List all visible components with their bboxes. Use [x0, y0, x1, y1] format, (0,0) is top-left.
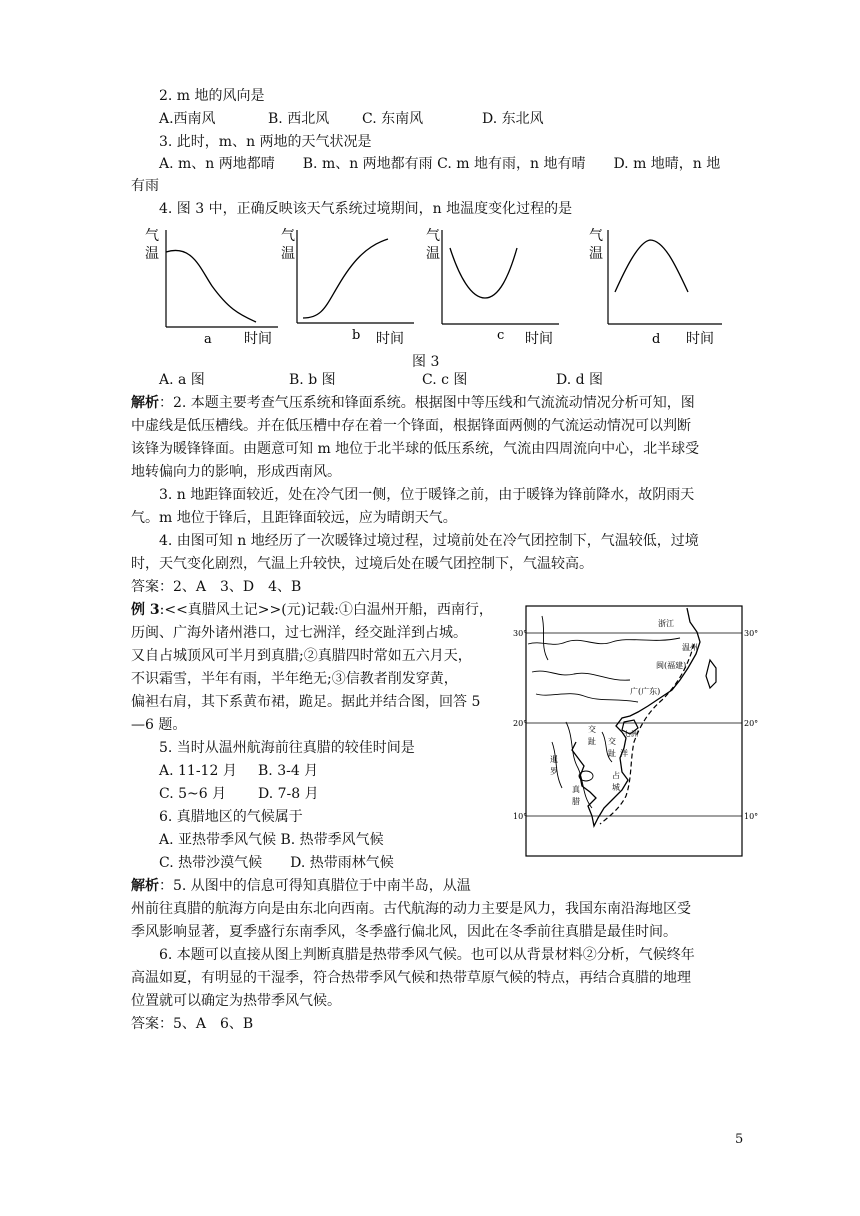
q3-options: A. m、n 两地都晴 B. m、n 两地都有雨 C. m 地有雨，n 地有晴 D. m 地晴，n 地: [159, 156, 721, 172]
example-3-line-6: —6 题。: [131, 717, 187, 733]
graph-ylabel-qi: 气: [145, 228, 159, 244]
answer-2: 答案：5、A 6、B: [131, 1016, 254, 1032]
q2-option-b: B. 西北风: [268, 111, 330, 127]
svg-text:10°: 10°: [744, 812, 759, 821]
graph-b: [276, 226, 416, 348]
example-3-line-2: 历闽、广海外诸州港口，过七洲洋，经交趾洋到占城。: [131, 625, 467, 641]
curve-d: [615, 240, 688, 292]
q3-options-cont: 有雨: [131, 178, 159, 194]
svg-text:气: 气: [281, 228, 295, 244]
svg-text:20°: 20°: [513, 719, 528, 728]
example-3-line-4: 不识霜雪，半年有雨，半年绝无;③信教者削发穿黄，: [131, 671, 458, 687]
q5-option-d: D. 7-8 月: [258, 786, 319, 802]
explanation-2-line-5: 高温如夏，有明显的干湿季，符合热带季风气候和热带草原气候的特点，再结合真腊的地理: [131, 970, 691, 986]
curve-a: [166, 250, 256, 322]
graph-d: [584, 226, 724, 348]
svg-text:温: 温: [281, 246, 295, 262]
example-label: 例 3: [131, 602, 160, 618]
explanation-1-line-2: 中虚线是低压槽线。并在低压槽中存在着一个锋面，根据锋面两侧的气流运动情况可以判断: [131, 418, 691, 434]
q5-option-a: A. 11-12 月: [159, 763, 237, 779]
label-xianluo: 暹: [550, 755, 558, 764]
graph-xlabel: 时间: [244, 331, 272, 347]
page-number: 5: [735, 1132, 744, 1147]
svg-text:交: 交: [588, 725, 596, 734]
example-3-line-5: 偏袒右肩，其下系黄布裙，跪足。据此并结合图，回答 5: [131, 694, 481, 710]
q5-option-b: B. 3-4 月: [258, 763, 319, 779]
explanation-2-line-2: 州前往真腊的航海方向是由东北向西南。古代航海的动力主要是风力，我国东南沿海地区受: [131, 901, 691, 917]
q2-stem: 2. m 地的风向是: [159, 88, 265, 104]
svg-text:时间: 时间: [525, 331, 553, 347]
q4-option-c: C. c 图: [422, 372, 468, 388]
graph-d-letter: d: [652, 332, 661, 347]
curve-c: [450, 248, 517, 298]
q5-option-c: C. 5~6 月: [159, 786, 227, 802]
svg-text:温: 温: [426, 246, 440, 262]
explanation-2-line-3: 季风影响显著，夏季盛行东南季风，冬季盛行偏北风，因此在冬季前往真腊是最佳时间。: [131, 924, 677, 940]
explanation-label: 解析: [131, 395, 159, 411]
svg-text:趾: 趾: [608, 749, 616, 758]
label-zhejiang: 浙江: [658, 619, 674, 628]
svg-text:10°: 10°: [513, 812, 528, 821]
q4-stem: 4. 图 3 中，正确反映该天气系统过境期间，n 地温度变化过程的是: [159, 201, 573, 217]
explanation-1-line-1: 解析：2. 本题主要考查气压系统和锋面系统。根据图中等压线和气流流动情况分析可知，图: [131, 395, 695, 411]
explanation-2-line-4: 6. 本题可以直接从图上判断真腊是热带季风气候。也可以从背景材料②分析，气候终年: [159, 947, 695, 963]
q4-option-b: B. b 图: [289, 372, 336, 388]
label-zhenla: 真: [572, 785, 580, 794]
svg-text:腊: 腊: [572, 797, 580, 806]
svg-text:时间: 时间: [686, 331, 714, 347]
svg-text:20°: 20°: [744, 719, 759, 728]
q3-stem: 3. 此时，m、n 两地的天气状况是: [159, 134, 372, 150]
label-wenzhou: 温州: [682, 643, 698, 652]
q2-option-c: C. 东南风: [362, 111, 424, 127]
svg-text:城: 城: [612, 783, 620, 792]
q4-option-d: D. d 图: [556, 372, 604, 388]
svg-text:温: 温: [589, 246, 603, 262]
svg-text:洋: 洋: [620, 749, 628, 758]
lat-30-left: 30°: [513, 629, 528, 638]
example-3-line-3: 又自占城顶风可半月到真腊;②真腊四时常如五六月天，: [131, 648, 472, 664]
explanation-1-line-3: 该锋为暖锋锋面。由题意可知 m 地位于北半球的低压系统，气流由四周流向中心，北半球受: [131, 441, 700, 457]
route-map: [512, 602, 759, 860]
explanation-2-line-1: 解析：5. 从图中的信息可得知真腊位于中南半岛，从温: [131, 878, 471, 894]
graph-c-letter: c: [497, 328, 505, 343]
q6-options-1: A. 亚热带季风气候 B. 热带季风气候: [159, 832, 384, 848]
graph-b-letter: b: [352, 328, 361, 343]
q6-options-2: C. 热带沙漠气候 D. 热带雨林气候: [159, 855, 394, 871]
example-3-line-1: 例 3:<<真腊风土记>>(元)记载:①白温州开船，西南行，: [131, 602, 493, 618]
graph-a-letter: a: [204, 332, 212, 347]
label-zhancheng: 占: [612, 771, 620, 780]
svg-text:气: 气: [589, 228, 603, 244]
q5-stem: 5. 当时从温州航海前往真腊的较佳时间是: [159, 740, 415, 756]
label-qizhou: 七洲: [624, 730, 638, 738]
graph-c: [421, 226, 561, 348]
figure-caption: 图 3: [412, 354, 440, 370]
svg-text:时间: 时间: [376, 331, 404, 347]
svg-text:30°: 30°: [744, 629, 759, 638]
graph-a: [140, 226, 280, 348]
explanation-2-line-6: 位置就可以确定为热带季风气候。: [131, 993, 341, 1009]
curve-b: [303, 239, 388, 318]
answer-1: 答案：2、A 3、D 4、B: [131, 579, 302, 595]
label-fujian: 闽(福建): [656, 661, 687, 670]
explanation-1-line-6: 气。m 地位于锋后，且距锋面较远，应为晴朗天气。: [131, 510, 457, 526]
graph-ylabel-wen: 温: [145, 246, 159, 262]
explanation-1-line-4: 地转偏向力的影响，形成西南风。: [131, 464, 341, 480]
q2-option-a: A.西南风: [159, 111, 216, 127]
svg-text:交: 交: [608, 737, 616, 746]
explanation-1-line-7: 4. 由图可知 n 地经历了一次暖锋过境过程，过境前处在冷气团控制下，气温较低，过境: [159, 533, 699, 549]
svg-text:罗: 罗: [550, 767, 558, 776]
q2-option-d: D. 东北风: [482, 111, 544, 127]
label-guangdong: 广(广东): [630, 687, 661, 696]
svg-text:气: 气: [426, 228, 440, 244]
q4-option-a: A. a 图: [159, 372, 205, 388]
q6-stem: 6. 真腊地区的气候属于: [159, 809, 303, 825]
svg-text:趾: 趾: [588, 737, 596, 746]
explanation-1-line-5: 3. n 地距锋面较近，处在冷气团一侧，位于暖锋之前，由于暖锋为锋前降水，故阴雨天: [159, 487, 695, 503]
explanation-1-line-8: 时，天气变化剧烈，气温上升较快，过境后处在暖气团控制下，气温较高。: [131, 556, 593, 572]
